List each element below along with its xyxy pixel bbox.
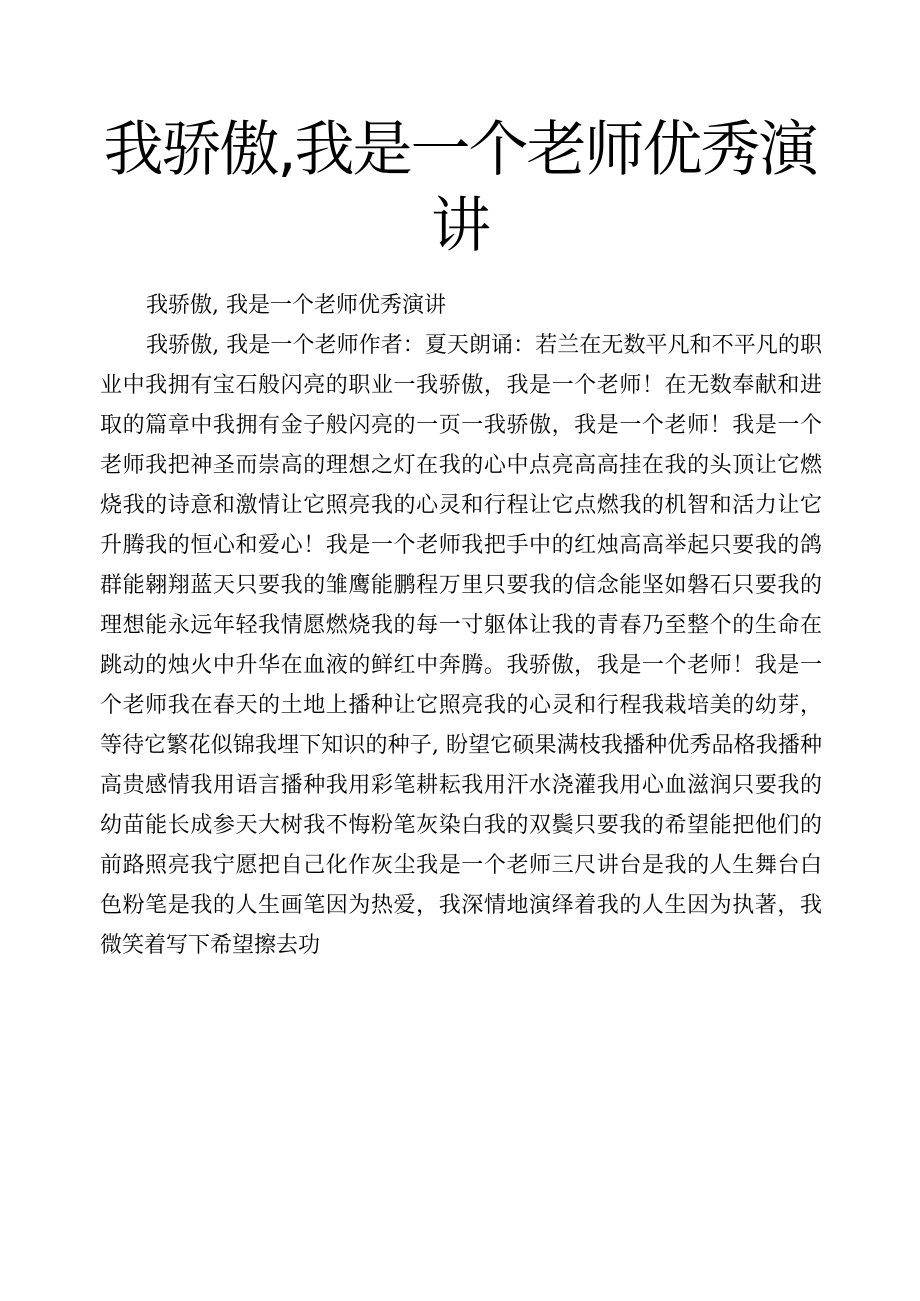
document-body <box>100 286 822 966</box>
document-title: 我骄傲,我是一个老师优秀演讲 <box>103 115 817 261</box>
paragraph-main: 我骄傲, 我是一个老师作者：夏天朗诵：若兰在无数平凡和不平凡的职业中我拥有宝石般闪亮的职业一我骄傲，我是一个老师！在无数奉献和进取的篇章中我拥有金子般闪亮的一页一我骄傲，我是一个老师！我是一个老师我把神圣而崇高的理想之灯在我的心中点亮高高挂在我的头顶让它燃烧我的诗意和激情让它照亮我的心灵和行程让它点燃我的机智和活力让它升腾我的恒心和爱心！我是一个老师我把手中的红烛高高举起只要我的鸽群能翱翔蓝天只要我的雏鹰能鹏程万里只要我的信念能坚如磐石只要我的理想能永远年轻我情愿燃烧我的每一寸躯体让我的青春乃至整个的生命在跳动的烛火中升华在血液的鲜红中奔腾。我骄傲，我是一个老师！我是一个老师我在春天的土地上播种让它照亮我的心灵和行程我栽培美的幼芽，等待它繁花似锦我埋下知识的种子, 盼望它硕果满枝我播种优秀品格我播种高贵感情我用语言播种我用彩笔耕耘我用汗水浇灌我用心血滋润只要我的幼苗能长成参天大树我不悔粉笔灰染白我的双鬓只要我的希望能把他们的前路照亮我宁愿把自己化作灰尘我是一个老师三尺讲台是我的人生舞台白色粉笔是我的人生画笔因为热爱，我深情地演绎着我的人生因为执著，我微笑着写下希望擦去功 <box>100 333 822 958</box>
paragraph-subtitle: 我骄傲, 我是一个老师优秀演讲 <box>146 293 446 318</box>
